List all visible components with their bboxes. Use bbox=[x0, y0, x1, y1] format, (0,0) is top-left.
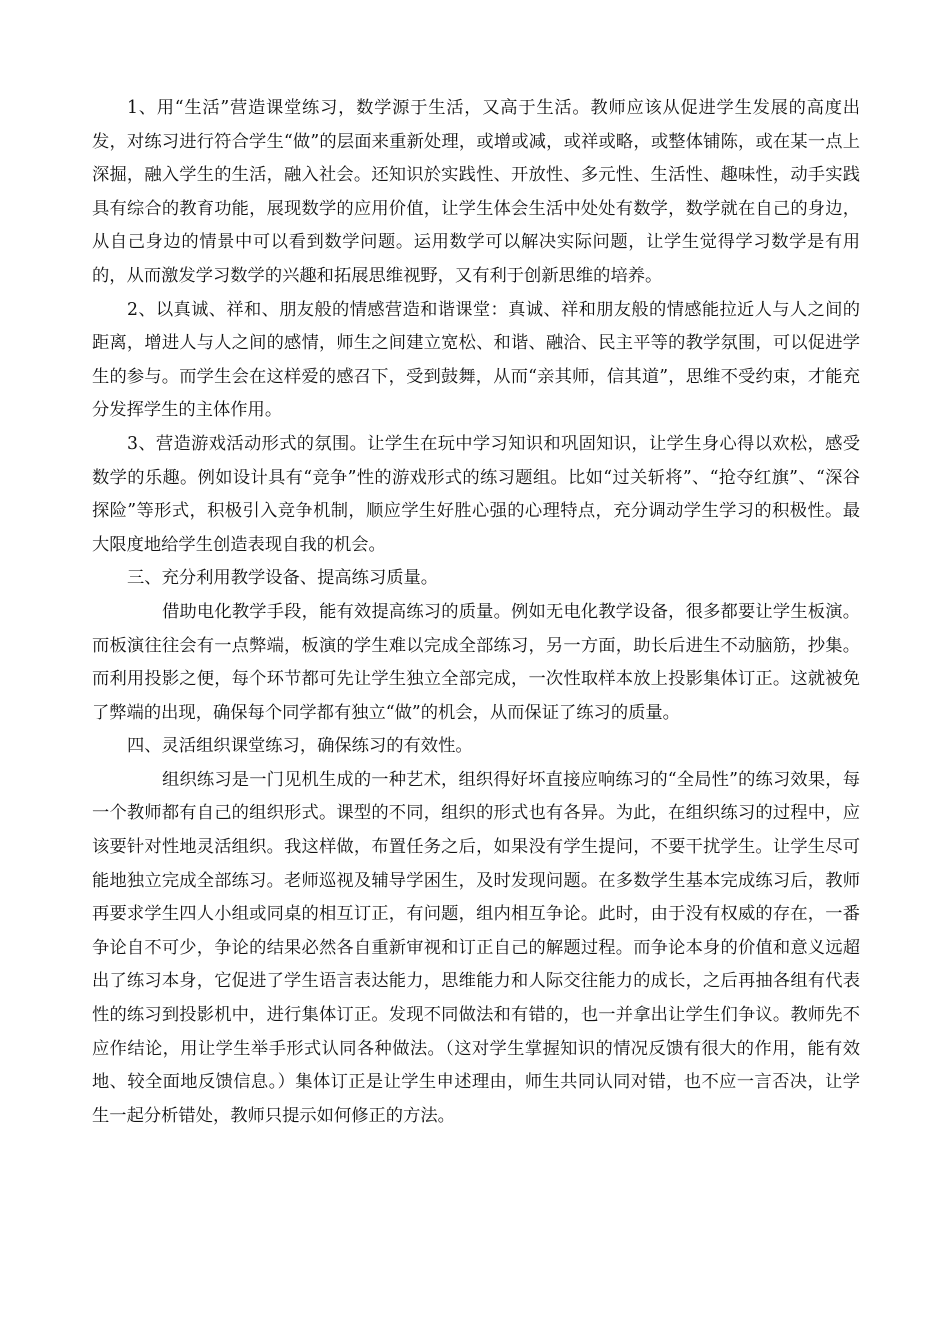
section-heading-three: 三、充分利用教学设备、提高练习质量。 bbox=[127, 568, 439, 589]
paragraph-teaching-equipment: 借助电化教学手段，能有效提高练习的质量。例如无电化教学设备，很多都要让学生板演。而板演往往会有一点弊端，板演的学生难以完成全部练习，另一方面，助长后进生不动脑筋，抄集。而利用投影之便，每个环节都可先让学生独立全部完成，一次性取样本放上投影集体订正。这就被免了弊端的出现，确保每个同学都有独立“做”的机会，从而保证了练习的质量。 bbox=[92, 601, 860, 723]
paragraph-game-activities: 3、营造游戏活动形式的氛围。让学生在玩中学习知识和巩固知识，让学生身心得以欢松，感受数学的乐趣。例如设计具有“竞争”性的游戏形式的练习题组。比如“过关斩将”、“抢夺红旗”、“深谷探险”等形式，积极引入竞争机制，顺应学生好胜心强的心理特点，充分调动学生学习的积极性。最大限度地给学生创造表现自我的机会。 bbox=[92, 433, 860, 555]
paragraph-life-practice: 1、用“生活”营造课堂练习，数学源于生活，又高于生活。教师应该从促进学生发展的高度出发，对练习进行符合学生“做”的层面来重新处理，或增或减，或祥或略，或整体铺陈，或在某一点上深掘，融入学生的生活，融入社会。还知识於实践性、开放性、多元性、生活性、趣味性，动手实践具有综合的教育功能，展现数学的应用价值，让学生体会生活中处处有数学，数学就在自己的身边，从自己身边的情景中可以看到数学问题。运用数学可以解决实际问题，让学生觉得学习数学是有用的，从而激发学习数学的兴趣和拓展思维视野，又有利于创新思维的培养。 bbox=[92, 98, 860, 286]
document-body bbox=[92, 92, 860, 1133]
section-heading-four: 四、灵活组织课堂练习，确保练习的有效性。 bbox=[127, 736, 473, 757]
paragraph-organize-practice: 组织练习是一门见机生成的一种艺术，组织得好坏直接应响练习的“全局性”的练习效果，每一个教师都有自己的组织形式。课型的不同，组织的形式也有各异。为此，在组织练习的过程中，应该要针对性地灵活组织。我这样做，布置任务之后，如果没有学生提问，不要干扰学生。让学生尽可能地独立完成全部练习。老师巡视及辅导学困生，及时发现问题。在多数学生基本完成练习后，教师再要求学生四人小组或同桌的相互订正，有问题，组内相互争论。此时，由于没有权威的存在，一番争论自不可少，争论的结果必然各自重新审视和订正自己的解题过程。而争论本身的价值和意义远超出了练习本身，它促进了学生语言表达能力，思维能力和人际交往能力的成长，之后再抽各组有代表性的练习到投影机中，进行集体订正。发现不同做法和有错的，也一并拿出让学生们争议。教师先不应作结论，用让学生举手形式认同各种做法。（这对学生掌握知识的情况反馈有很大的作用，能有效地、较全面地反馈信息。）集体订正是让学生申述理由，师生共同认同对错，也不应一言否决，让学生一起分析错处，教师只提示如何修正的方法。 bbox=[92, 769, 860, 1126]
paragraph-harmonious-classroom: 2、以真诚、祥和、朋友般的情感营造和谐课堂：真诚、祥和朋友般的情感能拉近人与人之间的距离，增进人与人之间的感情，师生之间建立宽松、和谐、融洽、民主平等的教学氛围，可以促进学生的参与。而学生会在这样爱的感召下，受到鼓舞，从而“亲其师，信其道”，思维不受约束，才能充分发挥学生的主体作用。 bbox=[92, 299, 860, 421]
